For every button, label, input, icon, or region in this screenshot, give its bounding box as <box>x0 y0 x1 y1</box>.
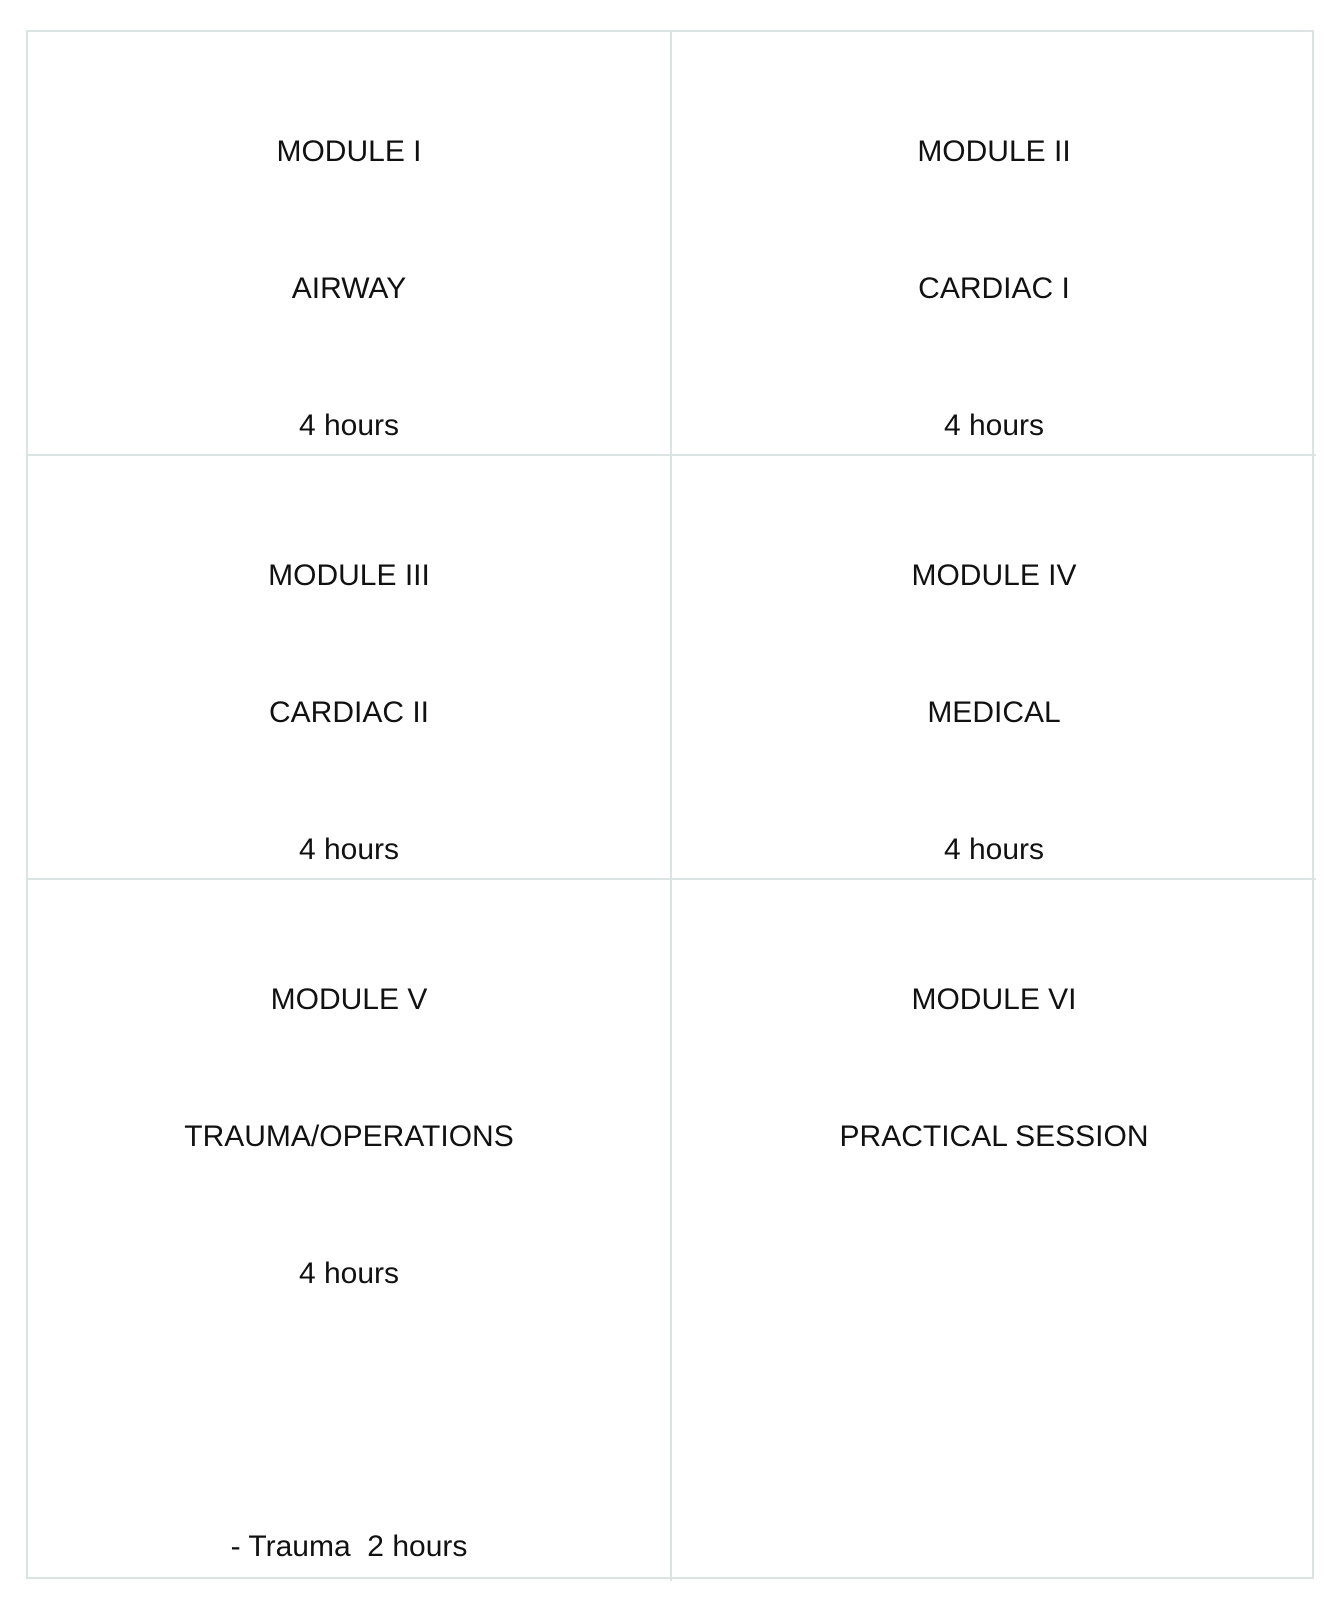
modules-table <box>26 30 1314 1579</box>
module-name: CARDIAC I <box>918 271 1070 305</box>
spacer <box>28 1388 670 1434</box>
module-duration: 4 hours <box>943 408 1045 442</box>
module-duration: 4 hours <box>943 832 1045 866</box>
module-id: MODULE IV <box>911 559 1077 593</box>
module-cell-5 <box>28 880 672 1581</box>
module-id: MODULE V <box>270 983 428 1017</box>
module-cell-1 <box>28 32 672 456</box>
module-name: MEDICAL <box>927 695 1061 729</box>
module-duration: 4 hours <box>298 408 400 442</box>
module-cell-2 <box>672 32 1316 456</box>
module-id: MODULE II <box>917 135 1071 169</box>
module-cell-4 <box>672 456 1316 880</box>
module-id: MODULE VI <box>911 983 1077 1017</box>
module-name: AIRWAY <box>291 271 407 305</box>
module-cell-3 <box>28 456 672 880</box>
module-name: TRAUMA/OPERATIONS <box>184 1119 514 1153</box>
module-name: PRACTICAL SESSION <box>839 1119 1149 1153</box>
module-duration: 4 hours <box>298 1256 400 1290</box>
topic-item: - Trauma 2 hours <box>230 1530 468 1564</box>
module-id: MODULE I <box>276 135 422 169</box>
module-duration: 4 hours <box>298 832 400 866</box>
module-id: MODULE III <box>268 559 430 593</box>
module-cell-6 <box>672 880 1316 1581</box>
module-name: CARDIAC II <box>268 695 430 729</box>
